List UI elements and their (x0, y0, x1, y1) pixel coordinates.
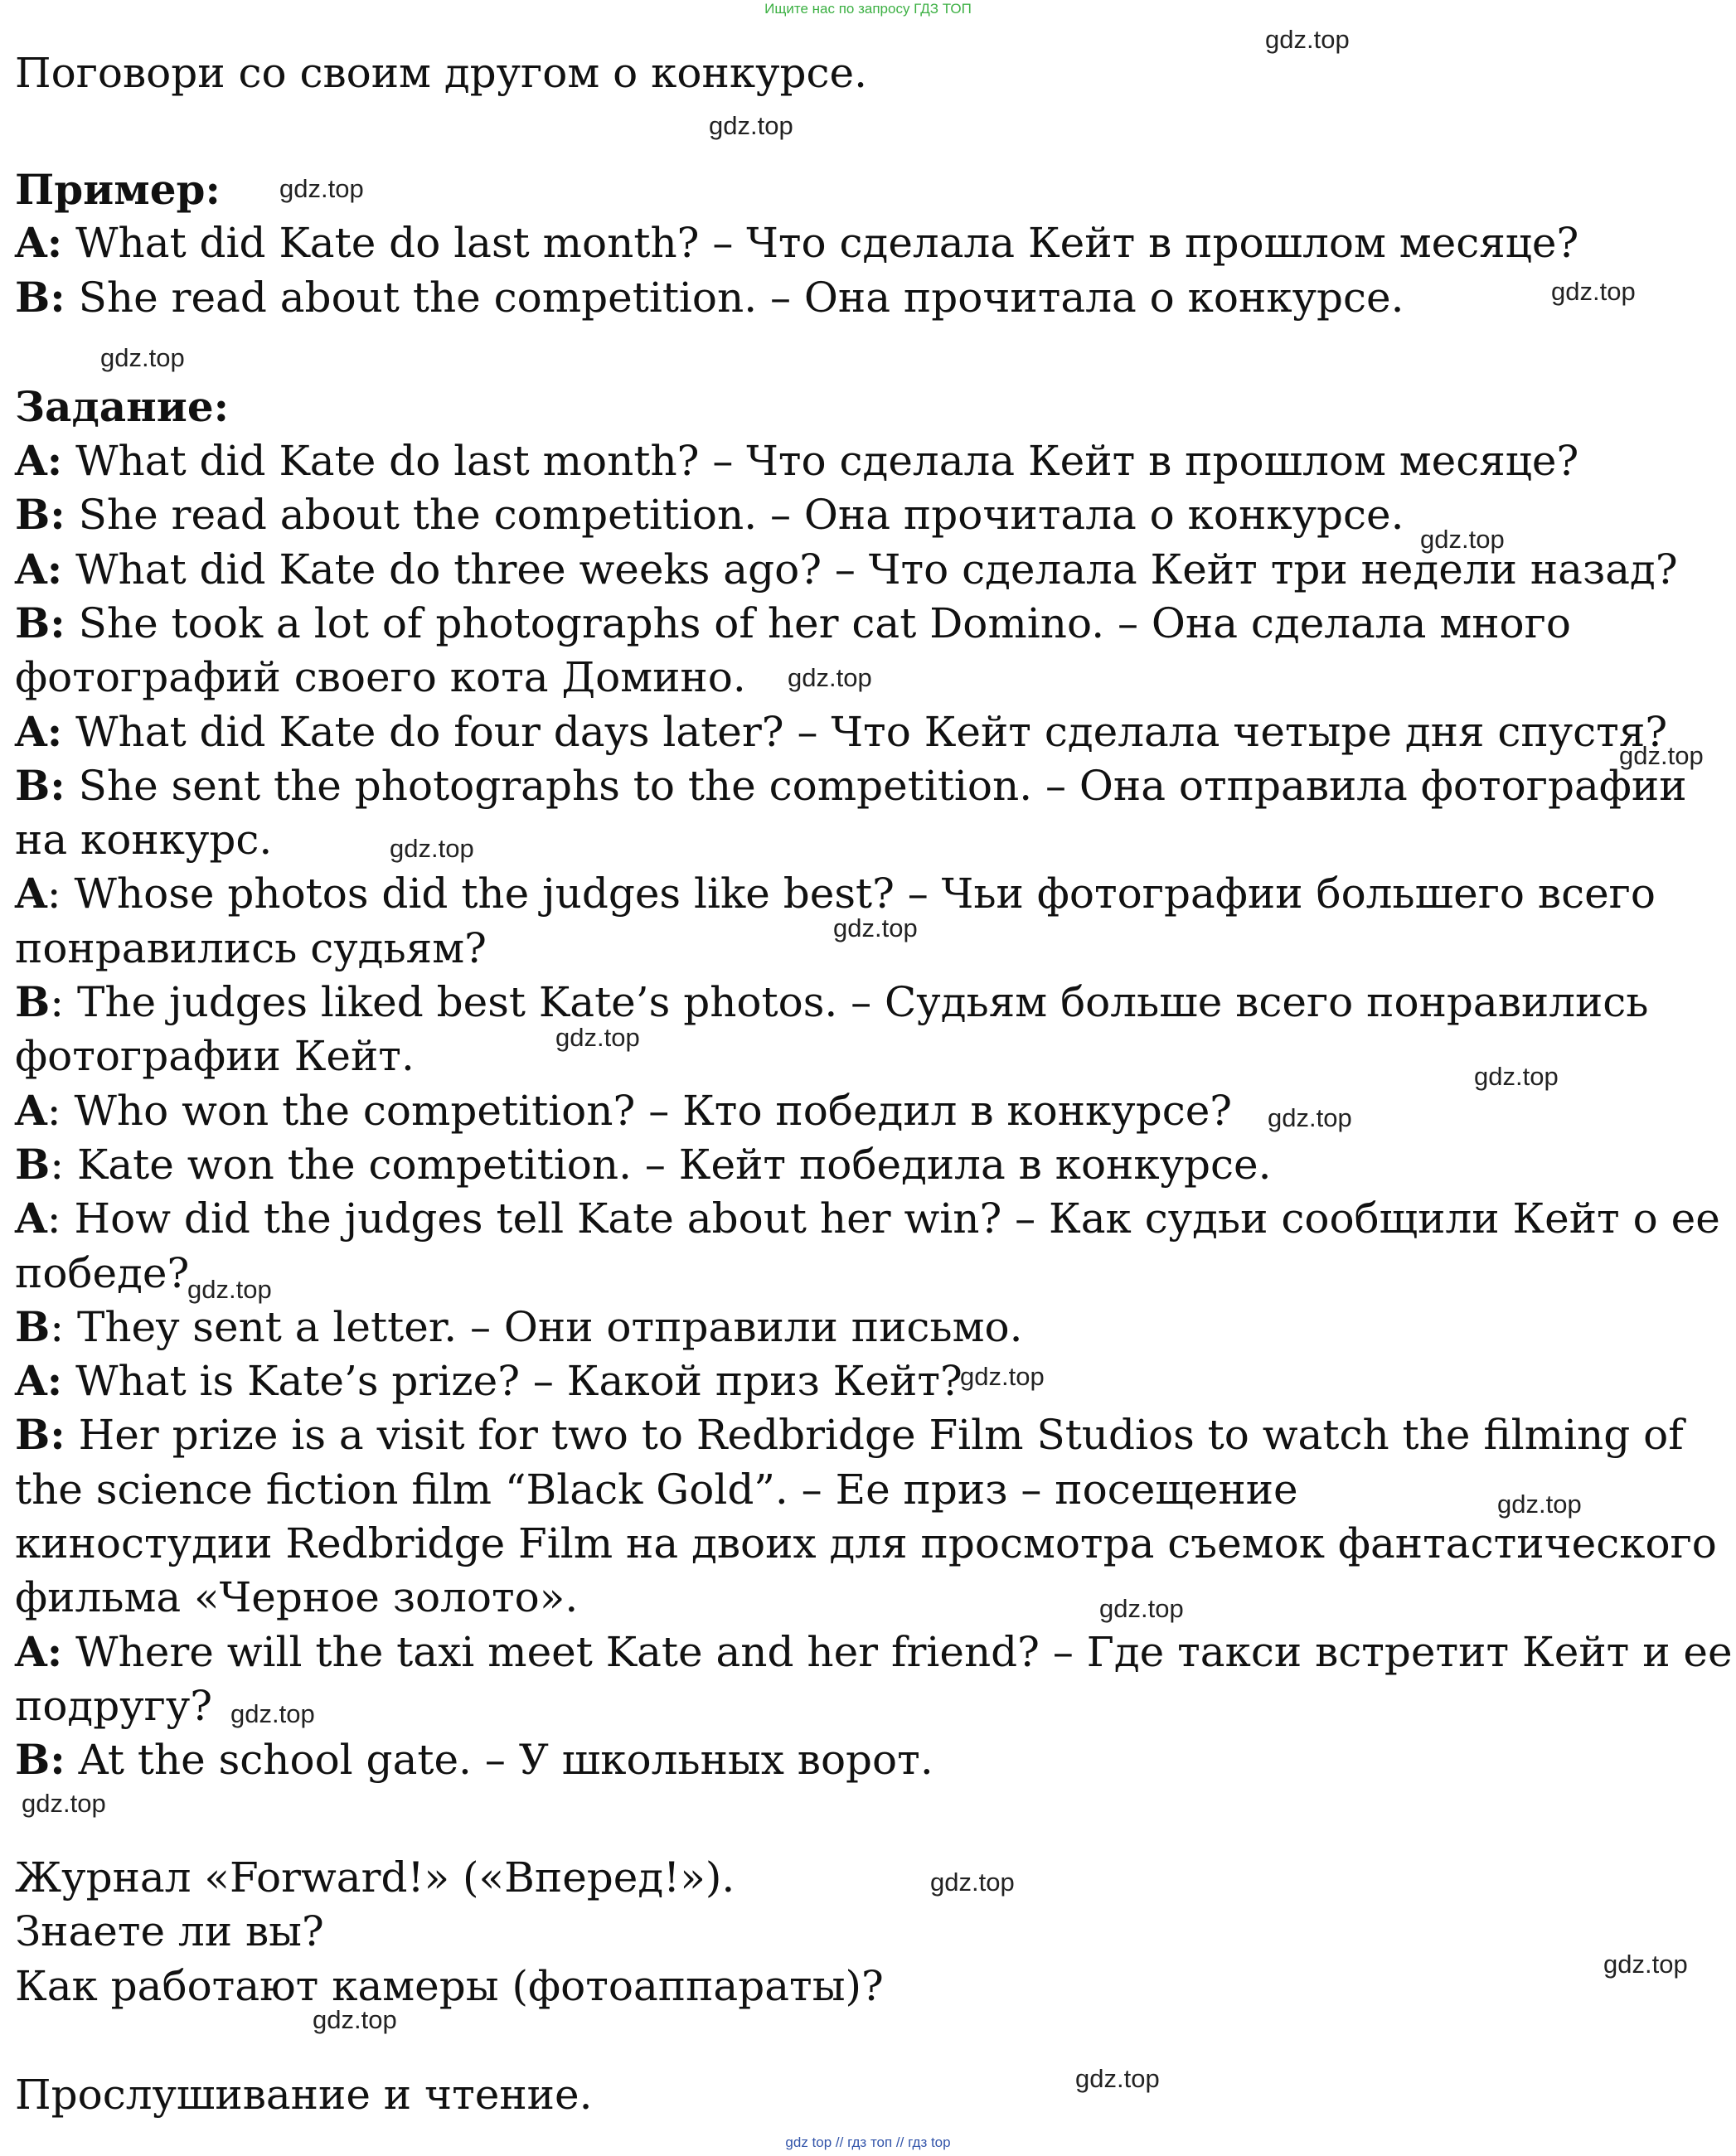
speaker-label: B: (15, 1735, 65, 1784)
speaker-label: A: (15, 1356, 63, 1405)
watermark: gdz.top (709, 111, 793, 140)
dialogue-line (15, 1248, 189, 1298)
speaker-label: A: (15, 436, 63, 485)
line-text: подругу? (15, 1682, 213, 1730)
watermark: gdz.top (1268, 1103, 1352, 1132)
watermark: gdz.top (1099, 1594, 1184, 1623)
line-text: What did Kate do last month? – Что сделала Кейт в прошлом месяце? (62, 437, 1579, 485)
speaker-label: A: (15, 707, 63, 756)
task-heading: Задание: (15, 382, 230, 431)
dialogue-line (15, 761, 1687, 811)
line-text: понравились судьям? (15, 924, 487, 972)
speaker-label: A: (15, 545, 63, 594)
watermark: gdz.top (187, 1275, 272, 1304)
speaker-label: B: (15, 490, 65, 539)
watermark: gdz.top (1551, 277, 1636, 306)
watermark: gdz.top (960, 1362, 1045, 1391)
watermark: gdz.top (279, 174, 364, 203)
line-text: фотографий своего кота Домино. (15, 653, 746, 701)
line-text: What did Kate do last month? – Что сделала Кейт в прошлом месяце? (62, 219, 1579, 267)
dialogue-line (15, 815, 272, 865)
dialogue-line (15, 436, 1578, 486)
line-text: Her prize is a visit for two to Redbridge Film Studios to watch the filming of (65, 1411, 1684, 1459)
line-text: At the school gate. – У школьных ворот. (65, 1736, 933, 1784)
line-text: the science fiction film “Black Gold”. – Ее приз – посещение (15, 1466, 1298, 1514)
speaker-label: B: (15, 1410, 65, 1459)
dialogue-line (15, 1572, 578, 1622)
watermark: gdz.top (22, 1789, 106, 1818)
dialogue-line (15, 1465, 1298, 1514)
footer-last-line: Прослушивание и чтение. (15, 2071, 593, 2119)
dialogue-line (15, 869, 1656, 918)
dialogue-line (15, 490, 1404, 540)
watermark: gdz.top (1075, 2064, 1160, 2093)
watermark: gdz.top (1619, 741, 1704, 770)
top-banner: Ищите нас по запросу ГДЗ ТОП (764, 1, 972, 17)
intro-text: Поговори со своим другом о конкурсе. (15, 49, 867, 97)
speaker-label: B: (15, 598, 65, 647)
line-text: She read about the competition. – Она прочитала о конкурсе. (65, 274, 1404, 322)
watermark: gdz.top (100, 343, 185, 372)
speaker-label: A (15, 1086, 47, 1135)
footer-line: Журнал «Forward!» («Вперед!»). (15, 1853, 735, 1902)
example-heading: Пример: (15, 165, 221, 214)
line-text: What did Kate do three weeks ago? – Что сделала Кейт три недели назад? (62, 545, 1678, 594)
speaker-label: B (15, 1302, 51, 1351)
line-text: победе? (15, 1249, 190, 1297)
line-text: : How did the judges tell Kate about her win? – Как судьи сообщили Кейт о ее (46, 1194, 1720, 1243)
line-text: : Whose photos did the judges like best? – Чьи фотографии большего всего (46, 870, 1656, 918)
watermark: gdz.top (1420, 525, 1505, 554)
speaker-label: A (15, 869, 47, 918)
bottom-banner: gdz top // гдз топ // гдз top (785, 2134, 951, 2150)
example-line (15, 218, 1578, 268)
dialogue-line (15, 1519, 1717, 1568)
dialogue-line (15, 707, 1667, 757)
footer-line: Знаете ли вы? (15, 1907, 324, 1955)
watermark: gdz.top (1603, 1950, 1688, 1979)
example-line (15, 273, 1404, 322)
watermark: gdz.top (1474, 1062, 1559, 1091)
dialogue-line (15, 923, 487, 973)
line-text: What did Kate do four days later? – Что Кейт сделала четыре дня спустя? (62, 708, 1668, 756)
watermark: gdz.top (1497, 1490, 1582, 1519)
speaker-label: B (15, 977, 51, 1026)
dialogue-line (15, 652, 746, 702)
dialogue-line (15, 1302, 1023, 1352)
line-text: : They sent a letter. – Они отправили письмо. (50, 1303, 1023, 1351)
dialogue-line (15, 1031, 415, 1081)
speaker-label: B: (15, 273, 65, 322)
line-text: : Who won the competition? – Кто победил в конкурсе? (46, 1087, 1233, 1135)
line-text: What is Kate’s prize? – Какой приз Кейт? (62, 1357, 963, 1405)
dialogue-line (15, 1140, 1272, 1189)
speaker-label: A (15, 1194, 47, 1243)
line-text: : Kate won the competition. – Кейт победила в конкурсе. (50, 1141, 1272, 1189)
watermark: gdz.top (833, 913, 918, 942)
speaker-label: A: (15, 1627, 63, 1676)
speaker-label: B (15, 1140, 51, 1189)
footer-line: Как работают камеры (фотоаппараты)? (15, 1962, 884, 2010)
line-text: : The judges liked best Kate’s photos. – Судьям больше всего понравились (50, 978, 1649, 1026)
line-text: She sent the photographs to the competition. – Она отправила фотографии (65, 762, 1687, 810)
dialogue-line (15, 1356, 963, 1406)
dialogue-line (15, 1194, 1720, 1243)
watermark: gdz.top (788, 663, 872, 692)
line-text: She took a lot of photographs of her cat Domino. – Она сделала много (65, 599, 1571, 647)
dialogue-line (15, 1086, 1232, 1136)
dialogue-line (15, 1627, 1733, 1677)
watermark: gdz.top (930, 1868, 1015, 1897)
watermark: gdz.top (313, 2005, 397, 2034)
dialogue-line (15, 1735, 933, 1785)
watermark: gdz.top (555, 1023, 640, 1052)
dialogue-line (15, 977, 1649, 1027)
speaker-label: B: (15, 761, 65, 810)
watermark: gdz.top (390, 834, 474, 863)
line-text: на конкурс. (15, 816, 273, 864)
line-text: Where will the taxi meet Kate and her friend? – Где такси встретит Кейт и ее (62, 1628, 1733, 1676)
watermark: gdz.top (1265, 25, 1350, 54)
line-text: киностудии Redbridge Film на двоих для просмотра съемок фантастического (15, 1519, 1717, 1567)
line-text: She read about the competition. – Она прочитала о конкурсе. (65, 491, 1404, 539)
dialogue-line (15, 1410, 1684, 1460)
dialogue-line (15, 598, 1571, 648)
line-text: фильма «Черное золото». (15, 1573, 579, 1621)
line-text: фотографии Кейт. (15, 1032, 415, 1080)
dialogue-line (15, 1681, 212, 1731)
speaker-label: A: (15, 218, 63, 267)
watermark: gdz.top (230, 1699, 315, 1728)
